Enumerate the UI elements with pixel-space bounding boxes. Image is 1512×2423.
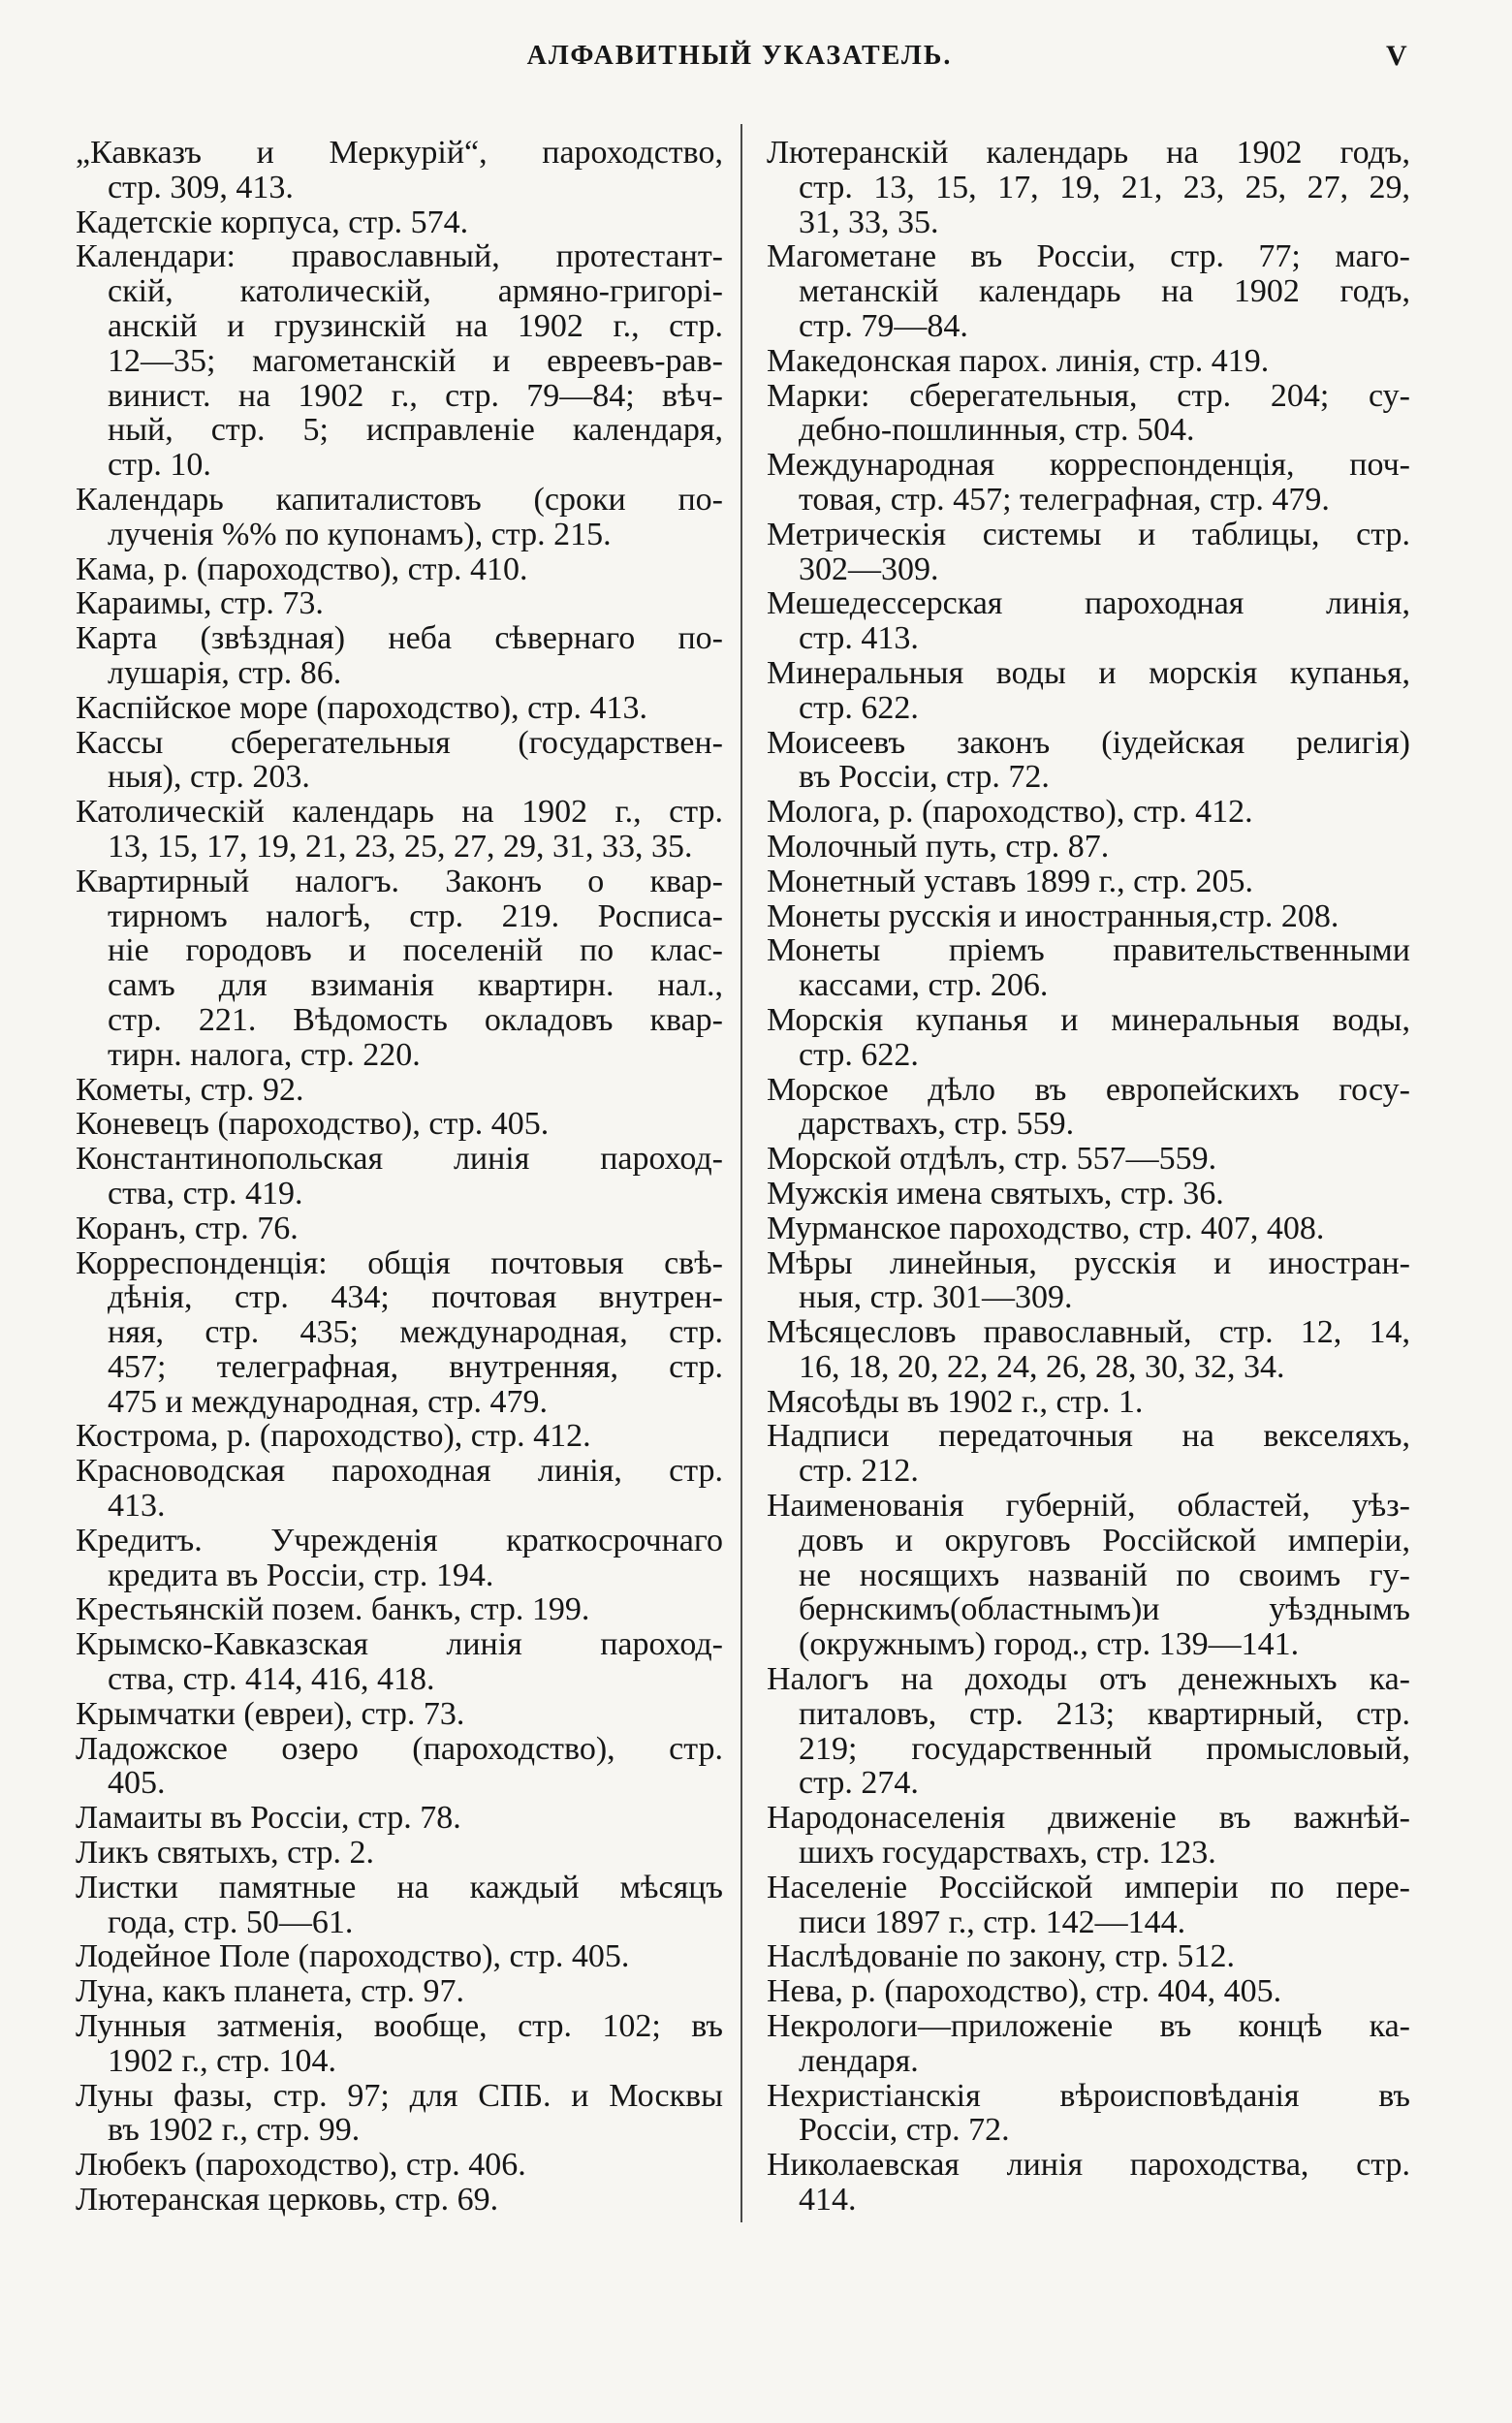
entry-heading-line: Крестьянскій позем. банкъ, стр. 199. (76, 1591, 590, 1628)
index-entry (767, 518, 1410, 587)
entry-heading-line: Ликъ святыхъ, стр. 2. (76, 1835, 375, 1872)
index-entry (767, 136, 1410, 239)
entry-heading-line: Любекъ (пароходство), стр. 406. (76, 2147, 526, 2184)
entry-continuation-line: дарствахъ, стр. 559. (799, 1106, 1075, 1143)
entry-heading-line: Крымско-Кавказская линія пароход- (76, 1626, 723, 1663)
right-index-column (767, 136, 1410, 2218)
entry-heading-line: Морской отдѣлъ, стр. 557—559. (767, 1141, 1217, 1178)
index-entry (767, 2148, 1410, 2218)
entry-continuation-line: дебно-пошлинныя, стр. 504. (799, 412, 1195, 449)
index-entry (767, 1003, 1410, 1073)
index-entry (767, 865, 1410, 899)
index-entry (767, 1939, 1410, 1974)
index-entry (767, 379, 1410, 449)
index-entry (767, 448, 1410, 518)
entry-continuation-line: лендаря. (799, 2042, 919, 2079)
entry-heading-line: Константинопольская линія пароход- (76, 1141, 723, 1178)
entry-continuation-line: анскій и грузинскій на 1902 г., стр. (108, 307, 723, 344)
index-entry (76, 1419, 723, 1454)
entry-continuation-line: кредита въ Россіи, стр. 194. (108, 1557, 494, 1593)
entry-heading-line: Квартирный налогъ. Законъ о квар- (76, 863, 723, 899)
index-entry (76, 1142, 723, 1212)
entry-continuation-line: Россіи, стр. 72. (799, 2112, 1010, 2149)
entry-heading-line: Календарь капиталистовъ (сроки по- (76, 481, 723, 518)
index-entry (767, 1142, 1410, 1177)
index-entry (76, 621, 723, 691)
index-entry (76, 726, 723, 796)
entry-continuation-line: года, стр. 50—61. (108, 1904, 354, 1940)
entry-continuation-line: шихъ государствахъ, стр. 123. (799, 1835, 1216, 1872)
entry-continuation-line: метанскій календарь на 1902 годъ, (799, 273, 1410, 310)
entry-heading-line: Луны фазы, стр. 97; для СПБ. и Москвы (76, 2077, 723, 2114)
entry-continuation-line: стр. 79—84. (799, 307, 968, 344)
entry-continuation-line: питаловъ, стр. 213; квартирный, стр. (799, 1695, 1410, 1732)
entry-continuation-line: стр. 13, 15, 17, 19, 21, 23, 25, 27, 29, (799, 169, 1410, 205)
entry-continuation-line: ства, стр. 414, 416, 418. (108, 1661, 435, 1698)
entry-heading-line: Корреспонденція: общія почтовыя свѣ- (76, 1244, 723, 1281)
entry-heading-line: Ламаиты въ Россіи, стр. 78. (76, 1800, 461, 1837)
entry-heading-line: Каспійское море (пароходство), стр. 413. (76, 689, 647, 726)
entry-heading-line: Мешедессерская пароходная линія, (767, 585, 1410, 622)
entry-heading-line: Календари: православный, протестант- (76, 238, 723, 275)
entry-continuation-line: винист. на 1902 г., стр. 79—84; вѣч- (108, 377, 723, 414)
entry-heading-line: Монеты русскія и иностранныя,стр. 208. (767, 897, 1339, 934)
entry-continuation-line: стр. 622. (799, 689, 919, 726)
index-entry (76, 1732, 723, 1802)
index-entry (76, 2148, 723, 2183)
entry-continuation-line: лушарія, стр. 86. (108, 654, 342, 691)
entry-heading-line: Кадетскіе корпуса, стр. 574. (76, 204, 469, 240)
entry-heading-line: Луна, какъ планета, стр. 97. (76, 1973, 464, 2010)
entry-heading-line: Надписи передаточныя на векселяхъ, (767, 1418, 1410, 1455)
entry-heading-line: Коневецъ (пароходство), стр. 405. (76, 1106, 550, 1143)
entry-continuation-line: ныя, стр. 301—309. (799, 1279, 1073, 1316)
entry-heading-line: Мясоѣды въ 1902 г., стр. 1. (767, 1383, 1144, 1420)
entry-heading-line: Нева, р. (пароходство), стр. 404, 405. (767, 1973, 1282, 2010)
entry-heading-line: Наименованія губерній, областей, уѣз- (767, 1488, 1410, 1525)
entry-heading-line: Кометы, стр. 92. (76, 1071, 304, 1108)
entry-continuation-line: писи 1897 г., стр. 142—144. (799, 1904, 1186, 1940)
index-entry (76, 1454, 723, 1524)
entry-heading-line: Мѣсяцесловъ православный, стр. 12, 14, (767, 1314, 1410, 1351)
entry-continuation-line: въ 1902 г., стр. 99. (108, 2112, 361, 2149)
entry-continuation-line: 413. (108, 1488, 166, 1525)
entry-continuation-line: ныя), стр. 203. (108, 759, 310, 796)
entry-continuation-line: 219; государственный промысловый, (799, 1730, 1410, 1767)
entry-continuation-line: ный, стр. 5; исправленіе календаря, (108, 412, 723, 449)
entry-heading-line: Наслѣдованіе по закону, стр. 512. (767, 1938, 1236, 1975)
index-entry (76, 205, 723, 240)
entry-continuation-line: 13, 15, 17, 19, 21, 23, 25, 27, 29, 31, 33, 35. (108, 828, 693, 865)
index-entry (76, 239, 723, 483)
entry-continuation-line: стр. 212. (799, 1453, 919, 1490)
entry-continuation-line: (окружнымъ) город., стр. 139—141. (799, 1626, 1300, 1663)
index-entry (767, 2079, 1410, 2149)
entry-heading-line: „Кавказъ и Меркурій“, пароходство, (76, 135, 723, 171)
index-entry (76, 2009, 723, 2079)
index-entry (76, 1073, 723, 1108)
index-entry (767, 656, 1410, 726)
entry-heading-line: Мужскія имена святыхъ, стр. 36. (767, 1175, 1224, 1212)
index-entry (76, 483, 723, 552)
entry-continuation-line: кассами, стр. 206. (799, 967, 1049, 1004)
entry-heading-line: Нехристіанскія вѣроисповѣданія въ (767, 2077, 1410, 2114)
index-entry (767, 1662, 1410, 1801)
index-entry (76, 1246, 723, 1420)
entry-continuation-line: дѣнія, стр. 434; почтовая внутрен- (108, 1279, 723, 1316)
entry-heading-line: Мѣры линейныя, русскія и иностран- (767, 1244, 1410, 1281)
entry-continuation-line: ства, стр. 419. (108, 1175, 303, 1212)
entry-continuation-line: 12—35; магометанскій и евреевъ-рав- (108, 342, 723, 379)
index-entry (76, 1697, 723, 1732)
entry-continuation-line: стр. 274. (799, 1765, 919, 1802)
index-entry (76, 1627, 723, 1697)
entry-continuation-line: стр. 221. Вѣдомость окладовъ квар- (108, 1001, 723, 1038)
index-entry (767, 2009, 1410, 2079)
index-entry (767, 1385, 1410, 1420)
index-entry (76, 1212, 723, 1246)
entry-continuation-line: самъ для взиманія квартирн. нал., (108, 967, 723, 1004)
entry-continuation-line: довъ и округовъ Россійской имперіи, (799, 1522, 1410, 1558)
entry-continuation-line: лученія %% по купонамъ), стр. 215. (108, 516, 612, 552)
entry-continuation-line: тирн. налога, стр. 220. (108, 1036, 421, 1073)
entry-heading-line: Налогъ на доходы отъ денежныхъ ка- (767, 1661, 1410, 1698)
entry-heading-line: Ладожское озеро (пароходство), стр. (76, 1730, 723, 1767)
index-entry (767, 899, 1410, 934)
index-entry (76, 865, 723, 1073)
entry-heading-line: Молога, р. (пароходство), стр. 412. (767, 794, 1253, 831)
entry-heading-line: Магометане въ Россіи, стр. 77; маго- (767, 238, 1410, 275)
entry-heading-line: Македонская парох. линія, стр. 419. (767, 342, 1270, 379)
entry-continuation-line: 302—309. (799, 551, 939, 587)
entry-heading-line: Красноводская пароходная линія, стр. (76, 1453, 723, 1490)
page-number: V (1386, 40, 1407, 72)
index-entry (76, 552, 723, 587)
entry-continuation-line: 475 и международная, стр. 479. (108, 1383, 548, 1420)
entry-heading-line: Морскія купанья и минеральныя воды, (767, 1001, 1410, 1038)
entry-heading-line: Коранъ, стр. 76. (76, 1210, 299, 1246)
entry-heading-line: Мурманское пароходство, стр. 407, 408. (767, 1210, 1325, 1246)
index-entry (767, 1801, 1410, 1871)
entry-continuation-line: 414. (799, 2182, 857, 2218)
entry-heading-line: Лодейное Поле (пароходство), стр. 405. (76, 1938, 630, 1975)
index-entry (76, 1836, 723, 1871)
index-entry (767, 1419, 1410, 1489)
entry-heading-line: Кострома, р. (пароходство), стр. 412. (76, 1418, 591, 1455)
entry-heading-line: Лунныя затменія, вообще, стр. 102; въ (76, 2008, 723, 2045)
entry-continuation-line: тирномъ налогѣ, стр. 219. Росписа- (108, 897, 723, 934)
index-entry (76, 795, 723, 865)
entry-continuation-line: 31, 33, 35. (799, 204, 939, 240)
entry-heading-line: Кассы сберегательныя (государствен- (76, 724, 723, 761)
entry-heading-line: Монеты пріемъ правительственными (767, 932, 1410, 969)
entry-heading-line: Моисеевъ законъ (іудейская религія) (767, 724, 1410, 761)
index-entry (767, 1489, 1410, 1662)
index-entry (76, 1871, 723, 1940)
entry-heading-line: Некрологи—приложеніе въ концѣ ка- (767, 2008, 1410, 2045)
index-entry (767, 1871, 1410, 1940)
index-entry (76, 136, 723, 205)
entry-heading-line: Католическій календарь на 1902 г., стр. (76, 794, 723, 831)
index-entry (76, 2183, 723, 2218)
index-entry (767, 1246, 1410, 1316)
entry-heading-line: Минеральныя воды и морскія купанья, (767, 654, 1410, 691)
index-entry (767, 239, 1410, 343)
entry-continuation-line: въ Россіи, стр. 72. (799, 759, 1050, 796)
running-header-title: АЛФАВИТНЫЙ УКАЗАТЕЛЬ. (526, 41, 953, 71)
entry-heading-line: Кредитъ. Учрежденія краткосрочнаго (76, 1522, 723, 1558)
entry-continuation-line: 1902 г., стр. 104. (108, 2042, 336, 2079)
index-entry (76, 1939, 723, 1974)
index-entry (767, 1212, 1410, 1246)
index-entry (76, 586, 723, 621)
entry-heading-line: Международная корреспонденція, поч- (767, 447, 1410, 484)
index-entry (767, 933, 1410, 1003)
entry-heading-line: Морское дѣло въ европейскихъ госу- (767, 1071, 1410, 1108)
index-entry (767, 1315, 1410, 1385)
index-entry (767, 795, 1410, 830)
index-entry (767, 586, 1410, 656)
entry-continuation-line: 16, 18, 20, 22, 24, 26, 28, 30, 32, 34. (799, 1348, 1285, 1385)
entry-heading-line: Карта (звѣздная) неба сѣвернаго по- (76, 620, 723, 657)
index-entry (76, 1524, 723, 1593)
index-entry (767, 344, 1410, 379)
entry-continuation-line: стр. 622. (799, 1036, 919, 1073)
entry-continuation-line: стр. 413. (799, 620, 919, 657)
entry-heading-line: Метрическія системы и таблицы, стр. (767, 516, 1410, 552)
entry-heading-line: Монетный уставъ 1899 г., стр. 205. (767, 863, 1253, 899)
index-entry (76, 2079, 723, 2149)
entry-heading-line: Марки: сберегательныя, стр. 204; су- (767, 377, 1410, 414)
index-entry (767, 1974, 1410, 2009)
index-entry (76, 1974, 723, 2009)
entry-heading-line: Лютеранскій календарь на 1902 годъ, (767, 135, 1410, 171)
left-index-column (76, 136, 723, 2218)
entry-continuation-line: не носящихъ названій по своимъ гу- (799, 1557, 1410, 1593)
index-entry (76, 1107, 723, 1142)
entry-heading-line: Молочный путь, стр. 87. (767, 828, 1110, 865)
index-entry (767, 1177, 1410, 1212)
entry-continuation-line: товая, стр. 457; телеграфная, стр. 479. (799, 481, 1330, 518)
index-entry (767, 830, 1410, 865)
entry-continuation-line: стр. 10. (108, 447, 211, 484)
entry-heading-line: Народонаселенія движеніе въ важнѣй- (767, 1800, 1410, 1837)
index-entry (767, 1073, 1410, 1143)
index-entry (76, 691, 723, 726)
entry-continuation-line: скій, католическій, армяно-григорі- (108, 273, 723, 310)
entry-continuation-line: 457; телеграфная, внутренняя, стр. (108, 1348, 723, 1385)
entry-continuation-line: 405. (108, 1765, 166, 1802)
entry-heading-line: Листки памятные на каждый мѣсяцъ (76, 1869, 723, 1905)
entry-continuation-line: стр. 309, 413. (108, 169, 294, 205)
entry-heading-line: Караимы, стр. 73. (76, 585, 324, 622)
entry-continuation-line: бернскимъ(областнымъ)и уѣзднымъ (799, 1591, 1410, 1628)
entry-heading-line: Николаевская линія пароходства, стр. (767, 2147, 1410, 2184)
entry-heading-line: Кама, р. (пароходство), стр. 410. (76, 551, 528, 587)
index-entry (76, 1592, 723, 1627)
entry-heading-line: Крымчатки (евреи), стр. 73. (76, 1695, 465, 1732)
index-entry (767, 726, 1410, 796)
index-entry (76, 1801, 723, 1836)
entry-continuation-line: няя, стр. 435; международная, стр. (108, 1314, 723, 1351)
entry-heading-line: Лютеранская церковь, стр. 69. (76, 2182, 499, 2218)
entry-heading-line: Населеніе Россійской имперіи по пере- (767, 1869, 1410, 1905)
entry-continuation-line: ніе городовъ и поселеній по клас- (108, 932, 723, 969)
column-divider (740, 124, 742, 2222)
